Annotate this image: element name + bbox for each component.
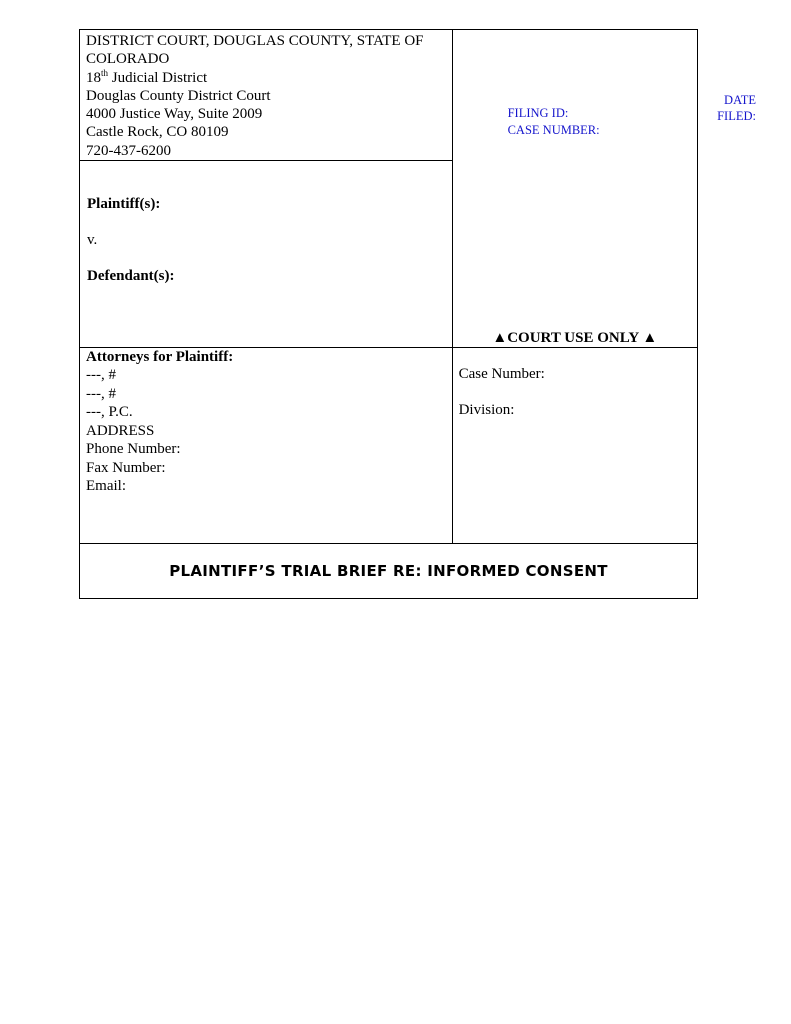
- district-suffix: th: [101, 67, 109, 78]
- court-name: DISTRICT COURT, DOUGLAS COUNTY, STATE OF COLORADO: [86, 33, 424, 68]
- district-court-name: Douglas County District Court: [86, 87, 271, 104]
- date-filed-line1: DATE: [724, 93, 756, 107]
- court-info-cell: [80, 30, 453, 161]
- attorneys-heading: Attorneys for Plaintiff:: [86, 349, 234, 366]
- district-number: 18: [86, 69, 101, 86]
- case-info-cell: [452, 348, 697, 544]
- court-use-cell: [452, 30, 697, 348]
- attorney-address: ADDRESS: [86, 422, 155, 439]
- attorney-email-label: Email:: [86, 477, 126, 494]
- court-use-only: ▲COURT USE ONLY ▲: [492, 330, 658, 347]
- defendant-label: Defendant(s):: [87, 268, 175, 285]
- date-filed: [710, 92, 756, 124]
- court-address-line1: 4000 Justice Way, Suite 2009: [86, 106, 263, 123]
- filing-case-number-label: CASE NUMBER:: [507, 122, 600, 137]
- attorney-phone-label: Phone Number:: [86, 441, 181, 458]
- judicial-district: [86, 69, 446, 87]
- attorney-fax-label: Fax Number:: [86, 459, 166, 476]
- parties-cell: [80, 161, 453, 348]
- date-filed-line2: FILED:: [717, 109, 756, 123]
- filing-info: [508, 105, 600, 138]
- filing-id-label: FILING ID:: [507, 106, 569, 120]
- court-address-line2: Castle Rock, CO 80109: [86, 124, 229, 141]
- plaintiff-label: Plaintiff(s):: [87, 196, 161, 213]
- versus-text: v.: [87, 232, 98, 249]
- district-rest: Judicial District: [108, 69, 208, 86]
- document-title: PLAINTIFF’S TRIAL BRIEF RE: INFORMED CONSENT: [80, 544, 698, 599]
- case-number-label: Case Number:: [458, 366, 545, 383]
- division-label: Division:: [458, 402, 515, 419]
- attorney-firm: ---, P.C.: [86, 404, 133, 421]
- attorney-line-1: ---, #: [86, 367, 116, 384]
- court-phone: 720-437-6200: [86, 142, 171, 159]
- attorney-line-2: ---, #: [86, 385, 116, 402]
- attorney-cell: [80, 348, 453, 544]
- caption-table: [79, 29, 698, 599]
